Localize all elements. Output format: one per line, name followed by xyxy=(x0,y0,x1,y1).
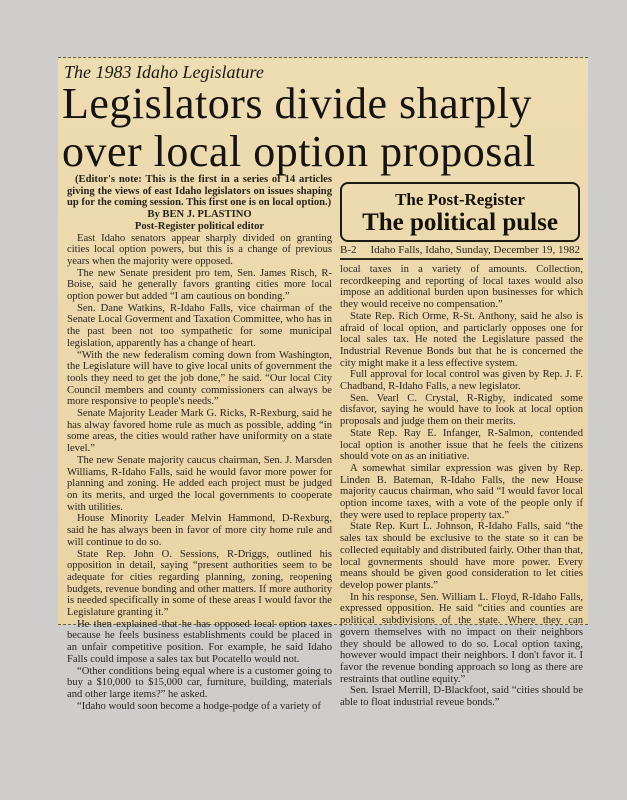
dateline xyxy=(340,244,583,260)
kicker: The 1983 Idaho Legislature xyxy=(64,62,264,82)
headline xyxy=(62,80,536,176)
column-name: The political pulse xyxy=(362,209,558,236)
right-column xyxy=(340,264,583,709)
paragraph: East Idaho senators appear sharply divided on granting cities local option powers, but this is a change of previous years when the majority were opposed. xyxy=(67,232,332,267)
paragraph: State Rep. John O. Sessions, R-Driggs, outlined his opposition in detail, saying “present authorities seem to be adequate for cities regarding planning, zoning, reopening budgets, revenue bonding and other matters. If more authority is needed specifically in some of these areas I would favor the Legislature granting it.” xyxy=(67,548,332,619)
paragraph: “Idaho would soon become a hodge-podge of a variety of xyxy=(77,700,321,712)
column-logo xyxy=(340,182,580,242)
byline-title: Post-Register political editor xyxy=(134,220,265,232)
page-number: B-2 xyxy=(340,244,357,256)
place-date: Idaho Falls, Idaho, Sunday, December 19, 1982 xyxy=(370,244,580,256)
paragraph: State Rep. Rich Orme, R-St. Anthony, said he also is afraid of local option, and particlarly opposes one for local sales tax. He noted the Legislature passed the Industrial Revenue Bonds but that he is concerned the city might make it a less effective system. xyxy=(340,310,583,369)
paper-name: The Post-Register xyxy=(395,190,525,209)
paragraph: “Other conditions being equal where is a customer going to buy a $10,000 to $15,000 car, furniture, building, materials and other large items?” he asked. xyxy=(67,665,332,700)
paragraph: Senate Majority Leader Mark G. Ricks, R-Rexburg, said he has alway favored home rule as much as possible, adding “in some areas, the cities would rather have uniformity on a state level.” xyxy=(67,408,332,455)
paragraph: Sen. Vearl C. Crystal, R-Rigby, indicated some disfavor, saying he would have to look at local option proposals and judge them on their merits. xyxy=(340,392,583,428)
paragraph: Full approval for local control was given by Rep. J. F. Chadband, R-Idaho Falls, a new legislator. xyxy=(340,369,583,393)
newspaper-clipping xyxy=(58,57,588,712)
paragraph: Sen. Israel Merrill, D-Blackfoot, said “cities should be able to float industrial reveue bonds.” xyxy=(340,685,583,709)
headline-line-2: over local option proposal xyxy=(62,127,536,176)
paragraph: The new Senate majority caucus chairman, Sen. J. Marsden Williams, R-Idaho Falls, said he would favor more power for planning and zoning. He added each project must be judged on its merits, and urged the local governments to cooperate with utilities. xyxy=(67,454,332,513)
editors-note: (Editor's note: This is the first in a series of 14 articles giving the views of east Idaho legislators on issues shaping up for the coming session. This first one is on local option.) xyxy=(67,174,332,209)
headline-line-1: Legislators divide sharply xyxy=(62,79,533,128)
paragraph: Sen. Dane Watkins, R-Idaho Falls, vice chairman of the Senate Local Goverment and Taxation Committee, who has in the past been not too sympathetic for some municipal legislation, apparently has a change of heart. xyxy=(67,302,332,349)
paragraph: State Rep. Kurt L. Johnson, R-Idaho Falls, said “the sales tax should be exclusive to the state so it can be collected equitably and distributed fairly. Other than that, local govnerments should have more power. Every means should be given good consideration to let cities develop power plants.” xyxy=(340,521,583,591)
paragraph: In his response, Sen. William L. Floyd, R-Idaho Falls, expressed opposition. He said “cities and counties are political subdivisions of the state. Where they can govern themselves with no impact on their neighbors they should be allowed to do so. Local option taxing, however would impact their neighbors. I don't favor it. I favor the revenue bonding approach so long as there are restraints that outline equity.” xyxy=(340,591,583,685)
left-column xyxy=(67,174,332,712)
paragraph: He then explained that he has opposed local option taxes because he feels business establishments could be placed in an unfair competitive position. For example, he said Idaho Falls could impose a sales tax but Pocatello would not. xyxy=(67,618,332,665)
paragraph: The new Senate president pro tem, Sen. James Risch, R-Boise, said he generally favors granting cities more local option power but added “I am cautious on bonding.” xyxy=(67,267,332,303)
paragraph: State Rep. Ray E. Infanger, R-Salmon, contended local option is another issue that he feels the citizens should vote on as an initiative. xyxy=(340,427,583,463)
paragraph: local taxes in a variety of amounts. Collection, recordkeeping and reporting of local taxes would also impose an additional burden upon businesses for which they would receive no compensation.” xyxy=(340,264,583,311)
paragraph: House Minority Leader Melvin Hammond, D-Rexburg, said he has always been in favor of more city home rule and will continue to do so. xyxy=(67,513,332,548)
paragraph: A somewhat similar expression was given by Rep. Linden B. Bateman, R-Idaho Falls, the new House majority caucus chairman, who said “I would favor local option income taxes, with a vote of the people only if they were used to replace property tax.” xyxy=(340,462,583,521)
byline-author: By BEN J. PLASTINO xyxy=(147,209,252,221)
paragraph: “With the new federalism coming down from Washington, the Legislature will have to give local units of government the tools they need to get the job done,” he said. “Our local City Council members and county commissioners can always be more responsive to people's needs.” xyxy=(67,349,332,408)
